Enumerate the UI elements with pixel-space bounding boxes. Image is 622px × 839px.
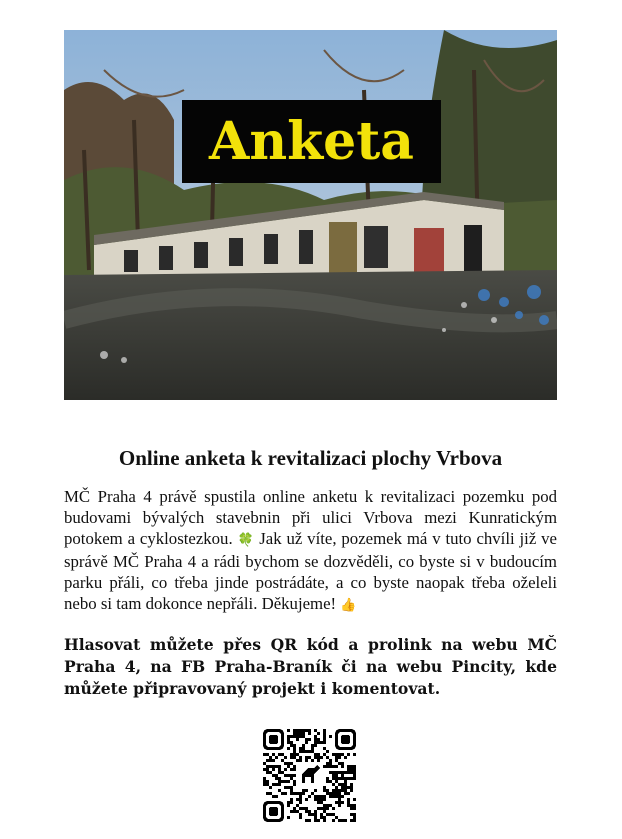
abandoned-building-photo-icon xyxy=(64,30,557,400)
intro-paragraph xyxy=(64,486,557,616)
qr-code[interactable] xyxy=(263,729,356,822)
call-to-action: Hlasovat můžete přes QR kód a prolink na webu MČ Praha 4, na FB Praha-Braník či na webu Pincity, kde můžete připravovaný projekt i komentovat. xyxy=(64,635,557,698)
qr-code-icon xyxy=(263,729,356,822)
paragraph-part-1: MČ Praha 4 právě spustila online anketu k revitalizaci pozemku pod budovami bývalých stavebnin při ulici Vrbova mezi Kunratickým potokem a cyklostezkou. xyxy=(64,487,557,548)
thumbs-up-icon: 👍 xyxy=(340,598,357,613)
hero-photo xyxy=(64,30,557,400)
page-title: Online anketa k revitalizaci plochy Vrbova xyxy=(118,446,503,470)
clover-icon: 🍀 xyxy=(237,533,255,548)
anketa-banner xyxy=(182,100,441,183)
paragraph-part-2: Jak už víte, pozemek má v tuto chvíli již ve správě MČ Praha 4 a rádi bychom se dozvěděli, co byste si v budoucím parku přáli, co třeba jinde postrádáte, a co byste naopak třeba oželeli nebo si tam dokonce nepřáli. Děkujeme! xyxy=(64,529,557,613)
banner-label: Anketa xyxy=(209,110,414,172)
